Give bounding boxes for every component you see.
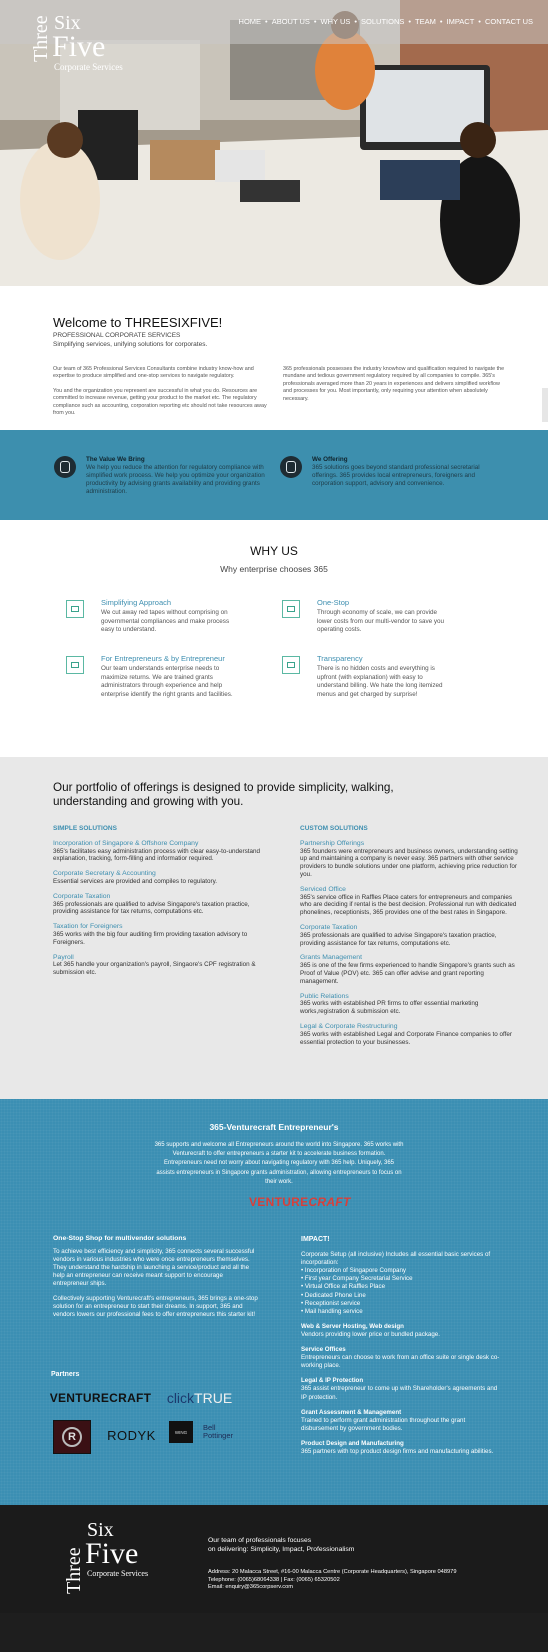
hero-section	[0, 0, 548, 286]
portfolio-title: Our portfolio of offerings is designed to provide simplicity, walking, understanding and growing with you.	[53, 781, 394, 808]
nav-separator: •	[313, 17, 317, 26]
simple-solutions-column	[53, 825, 275, 977]
impact-item-text: Entrepreneurs can choose to work from an office suite or single desk co-working place.	[301, 1354, 500, 1370]
nav-home[interactable]: HOME	[238, 17, 262, 26]
value-strip	[0, 430, 548, 520]
solution-item	[300, 993, 522, 1016]
feature-title: The Value We Bring	[86, 456, 145, 463]
why-us-title: WHY US	[250, 544, 298, 558]
logo-six-text: Six	[54, 12, 81, 34]
impact-item	[301, 1440, 501, 1456]
database-icon	[54, 456, 76, 478]
solution-link[interactable]: Serviced Office	[300, 885, 346, 893]
solution-description: 365 is one of the few firms experienced to handle Singapore's grants such as Proof of Value (POV) etc. 365 can offer advise and grant reporting management.	[300, 962, 515, 985]
impact-item-title: Legal & IP Protection	[301, 1377, 364, 1385]
welcome-subtitle: PROFESSIONAL CORPORATE SERVICES	[53, 332, 181, 339]
solution-description: 365 works with established Legal and Corporate Finance companies to offer essential protection to your businesses.	[300, 1030, 513, 1046]
footer-address: Address: 20 Malacca Street, #16-00 Malacca Centre (Corporate Headquarters), Singapore 048979	[208, 1569, 457, 1575]
impact-bullet: • Dedicated Phone Line	[301, 1291, 366, 1299]
solution-link[interactable]: Grants Management	[300, 954, 362, 962]
footer-contact	[208, 1569, 457, 1592]
solution-link[interactable]: Payroll	[53, 953, 74, 961]
nav-impact[interactable]: IMPACT	[446, 17, 475, 26]
impact-item-text: Vendors providing lower price or bundled package.	[301, 1330, 440, 1338]
solution-link[interactable]: Incorporation of Singapore & Offshore Company	[53, 839, 199, 847]
impact-bullet: • Mail handling service	[301, 1307, 363, 1315]
partner-bell-line-1: Bell	[203, 1423, 216, 1432]
solution-description: 365 founders were entrepreneurs and business owners, understanding setting up and maintaining a company is never easy. 365 partners with other service providers to bundle solutions under one platform, achieving price reduction for you.	[300, 847, 518, 878]
solution-link[interactable]: Taxation for Foreigners	[53, 923, 123, 931]
solution-link[interactable]: Corporate Taxation	[300, 923, 358, 931]
partner-logo-rodyk[interactable]: RODYK	[107, 1427, 156, 1443]
impact-bullet: • Incorporation of Singapore Company	[301, 1267, 407, 1275]
feature-title: We Offering	[312, 456, 348, 463]
registered-icon: R	[62, 1427, 82, 1447]
solution-item	[300, 954, 522, 985]
why-item-title: For Entrepreneurs & by Entrepreneur	[101, 654, 225, 663]
impact-item-title: Product Design and Manufacturing	[301, 1439, 404, 1447]
logo-three-text: Three	[63, 1547, 85, 1594]
why-us-section	[0, 520, 548, 757]
one-stop-shop-paragraph-1: To achieve best efficiency and simplicity, 365 connects several successful vendors in various industries who were once entrepreneurs themselves. They understand the hardship in launching a service/product and all the help an entrepreneur can receive meant support to encourage entrepreneur ships.	[53, 1248, 255, 1288]
welcome-right-paragraph-1: 365 professionals possesses the industry knowhow and qualification required to navigate the mundane and tedious government regulatory required by all companies to compile. 365's professionals averaged more than 20 years in experiences and delivers simplified workflow and processes for you. Most importantly, only requiring your attention when absolutely necessary.	[283, 366, 505, 402]
impact-column	[301, 1236, 501, 1456]
nav-team[interactable]: TEAM	[415, 17, 436, 26]
why-us-subtitle: Why enterprise chooses 365	[220, 564, 328, 574]
solution-item	[300, 924, 522, 947]
footer-email[interactable]: Email: enquiry@365corpserv.com	[208, 1584, 294, 1590]
why-item-text: Through economy of scale, we can provide lower costs from our multi-vendor to save you operating costs.	[317, 609, 445, 633]
site-logo[interactable]	[30, 6, 140, 86]
logo-six-text: Six	[87, 1519, 114, 1541]
solution-item	[53, 840, 275, 863]
pencil-icon	[282, 600, 300, 618]
feature-text: We help you reduce the attention for regulatory compliance with simplified work process. We help you optimize your organization productivity by advising grants availability and providing grants administration.	[86, 464, 265, 495]
solution-link[interactable]: Corporate Secretary & Accounting	[53, 870, 156, 878]
laptop-icon	[66, 600, 84, 618]
impact-item-text: 365 partners with top product design firms and manufacturing abilities.	[301, 1447, 494, 1455]
impact-item	[301, 1409, 501, 1433]
venturecraft-title: 365-Venturecraft Entrepreneur's	[209, 1122, 339, 1132]
impact-bullet: • Receptionist service	[301, 1299, 361, 1307]
nav-separator: •	[408, 17, 412, 26]
partner-clicktrue-a: click	[166, 1390, 195, 1406]
partner-logo-bell-pottinger[interactable]	[203, 1421, 243, 1443]
solution-item	[300, 886, 522, 917]
one-stop-shop-column	[53, 1235, 258, 1319]
nav-why-us[interactable]: WHY US	[320, 17, 351, 26]
solution-link[interactable]: Public Relations	[300, 992, 349, 1000]
nav-separator: •	[439, 17, 443, 26]
logo-corporate-text: Corporate Services	[54, 62, 123, 72]
partner-clicktrue-b: TRUE	[194, 1390, 233, 1406]
impact-bullet: • First year Company Secretarial Service	[301, 1275, 413, 1283]
solution-description: 365's service office in Raffles Place caters for entrepreneurs and companies who are deciding if rental is the best decision. Professional run with dedicated phonelines, receptionists, 365 provides one of the best rates in Singapore.	[300, 893, 517, 917]
solution-description: 365 works with established PR firms to offer essential marketing works,registration & submission etc.	[300, 1000, 479, 1016]
impact-item-text: Trained to perform grant administration throughout the grant disbursement by government bodies.	[301, 1416, 466, 1432]
solution-description: Let 365 handle your organization's payroll, Singaore's CPF registration & submission etc.	[53, 961, 256, 977]
impact-item	[301, 1323, 501, 1339]
side-scroll-tab[interactable]	[542, 388, 548, 422]
logo-five-text: Five	[85, 1537, 139, 1570]
partner-logo-wing[interactable]: WING	[169, 1421, 193, 1443]
welcome-section	[0, 286, 548, 430]
footer	[0, 1505, 548, 1652]
impact-item	[301, 1377, 501, 1401]
impact-setup	[301, 1251, 501, 1316]
partner-logo-r[interactable]	[53, 1420, 91, 1454]
logo-five-text: Five	[52, 30, 106, 63]
welcome-title: Welcome to THREESIXFIVE!	[53, 315, 223, 330]
venturecraft-intro: 365 supports and welcome all Entrepreneurs around the world into Singapore. 365 works with Venturecraft to offer entrepreneurs a starter kit to accelerate business formation. Entrepreneurs need not worry about navigating regulatory with 365 help. Uniquely, 365 assists entrepreneurs in Singapore grants administration, allowing entrepreneurs to focus on their work.	[154, 1142, 404, 1185]
main-nav	[236, 17, 536, 26]
venturecraft-logo[interactable]	[249, 1195, 351, 1209]
custom-solutions-column	[300, 825, 522, 1046]
why-item-title: One-Stop	[317, 598, 350, 607]
footer-tagline-line-2: on delivering: Simplicity, Impact, Professionalism	[208, 1546, 355, 1553]
impact-bullet: • Virtual Office at Raffles Place	[301, 1283, 386, 1291]
why-item-text: There is no hidden costs and everything is upfront (with explanation) with easy to understand billing. We hate the long itemized menus and get charged by surprise!	[317, 665, 443, 698]
portfolio-section	[0, 757, 548, 1099]
impact-item-title: Web & Server Hosting, Web design	[301, 1322, 404, 1330]
solution-link[interactable]: Corporate Taxation	[53, 892, 111, 900]
footer-bottom-bar	[0, 1613, 548, 1652]
impact-item-title: Grant Assessment & Management	[301, 1408, 402, 1416]
simple-solutions-heading: SIMPLE SOLUTIONS	[53, 825, 117, 832]
venturecraft-logo-craft: CRAFT	[308, 1195, 351, 1209]
footer-tagline	[208, 1536, 354, 1554]
solution-item	[53, 954, 275, 977]
solution-link[interactable]: Partnership Offerings	[300, 839, 365, 847]
welcome-left-paragraph-1: Our team of 365 Professional Services Consultants combine industry know-how and expertise to produce simplified and one-stop services to navigate regulatory.	[53, 366, 254, 380]
people-icon	[282, 656, 300, 674]
solution-description: 365 works with the big four auditing firm providing taxation advisory to Foreigners.	[53, 930, 248, 946]
solution-item	[300, 1023, 522, 1046]
nav-contact-us[interactable]: CONTACT US	[484, 17, 533, 26]
solution-description: 365 professionals are qualified to advise Singapore's taxation practice, providing assistance for tax returns, computations etc.	[300, 931, 497, 947]
impact-setup-text: Corporate Setup (all inclusive) Includes all essential basic services of incorporation:	[301, 1251, 491, 1267]
why-item-title: Transparency	[317, 654, 363, 663]
sitemap-icon	[66, 656, 84, 674]
welcome-right-column	[283, 366, 505, 403]
solution-link[interactable]: Legal & Corporate Restructuring	[300, 1022, 398, 1030]
one-stop-shop-paragraph-2: Collectively supporting Venturecraft's entrepreneurs, 365 brings a one-stop solution for an entrepreneur to start their dreams. In support, 365 and vendors lowers our professional fees to offer entrepreneurs this starter kit!	[53, 1294, 258, 1318]
solution-description: 365's facilitates easy administration process with clear easy-to-understand explanation, tracking, form-filling and informatior required.	[53, 847, 261, 863]
venturecraft-logo-venture: VENTURE	[249, 1195, 309, 1209]
logo-three-text: Three	[30, 15, 52, 62]
welcome-left-paragraph-2: You and the organization you represent are successful in what you do. Resources are committed to increase revenue, getting your product to the market etc. The regulatory compliance such as accounting, corporation reporting etc should not take resources away from you.	[53, 387, 267, 417]
nav-solutions[interactable]: SOLUTIONS	[361, 17, 405, 26]
impact-item-text: 365 assist entrepreneur to come up with Shareholder's agreements and IP protection.	[301, 1385, 498, 1401]
footer-logo[interactable]	[63, 1519, 173, 1599]
footer-tagline-line-1: Our team of professionals focuses	[208, 1537, 312, 1544]
solution-description: Essential services are provided and compiles to regulatory.	[53, 877, 218, 885]
why-item-title: Simplifying Approach	[101, 598, 172, 607]
impact-item	[301, 1346, 501, 1370]
nav-about-us[interactable]: ABOUT US	[271, 17, 310, 26]
solution-item	[53, 870, 275, 886]
footer-phone: Telephone: (0065)68064338 | Fax: (0065) 65320502	[208, 1576, 340, 1583]
nav-separator: •	[265, 17, 268, 26]
solution-item	[53, 923, 275, 946]
impact-title: IMPACT!	[301, 1236, 330, 1243]
why-item-text: Our team understands enterprise needs to maximize returns. We are trained grants administrators through experience and help enterprise identify the right grants and facilities.	[101, 665, 233, 698]
custom-solutions-heading: CUSTOM SOLUTIONS	[300, 825, 368, 832]
partners-label: Partners	[51, 1371, 80, 1378]
feature-text: 365 solutions goes beyond standard professional secretarial offerings. 365 provides local entrepreneurs, foreigners and corporation support, advisory and convenience.	[312, 464, 480, 487]
why-item-text: We cut away red tapes without comprising on governmental compliances and make process easy to understand.	[101, 609, 230, 633]
nav-separator: •	[354, 17, 358, 26]
solution-item	[300, 840, 522, 879]
camera-icon	[280, 456, 302, 478]
solution-item	[53, 893, 275, 916]
impact-item-title: Service Offices	[301, 1346, 346, 1354]
solution-description: 365 professionals are qualified to advise Singapore's taxation practice, providing assistance for tax returns, computations etc.	[53, 900, 250, 916]
logo-corporate-text: Corporate Services	[87, 1569, 149, 1578]
one-stop-shop-title: One-Stop Shop for multivendor solutions	[53, 1235, 187, 1242]
partner-logo-venturecraft[interactable]: VENTURECRAFT	[49, 1391, 152, 1405]
partner-bell-line-2: Pottinger	[203, 1431, 234, 1440]
partner-logo-clicktrue[interactable]	[162, 1389, 237, 1407]
welcome-left-column	[53, 366, 275, 417]
nav-separator: •	[478, 17, 481, 26]
venturecraft-section	[0, 1099, 548, 1505]
welcome-tagline: Simplifying services, unifying solutions for corporates.	[53, 341, 208, 348]
